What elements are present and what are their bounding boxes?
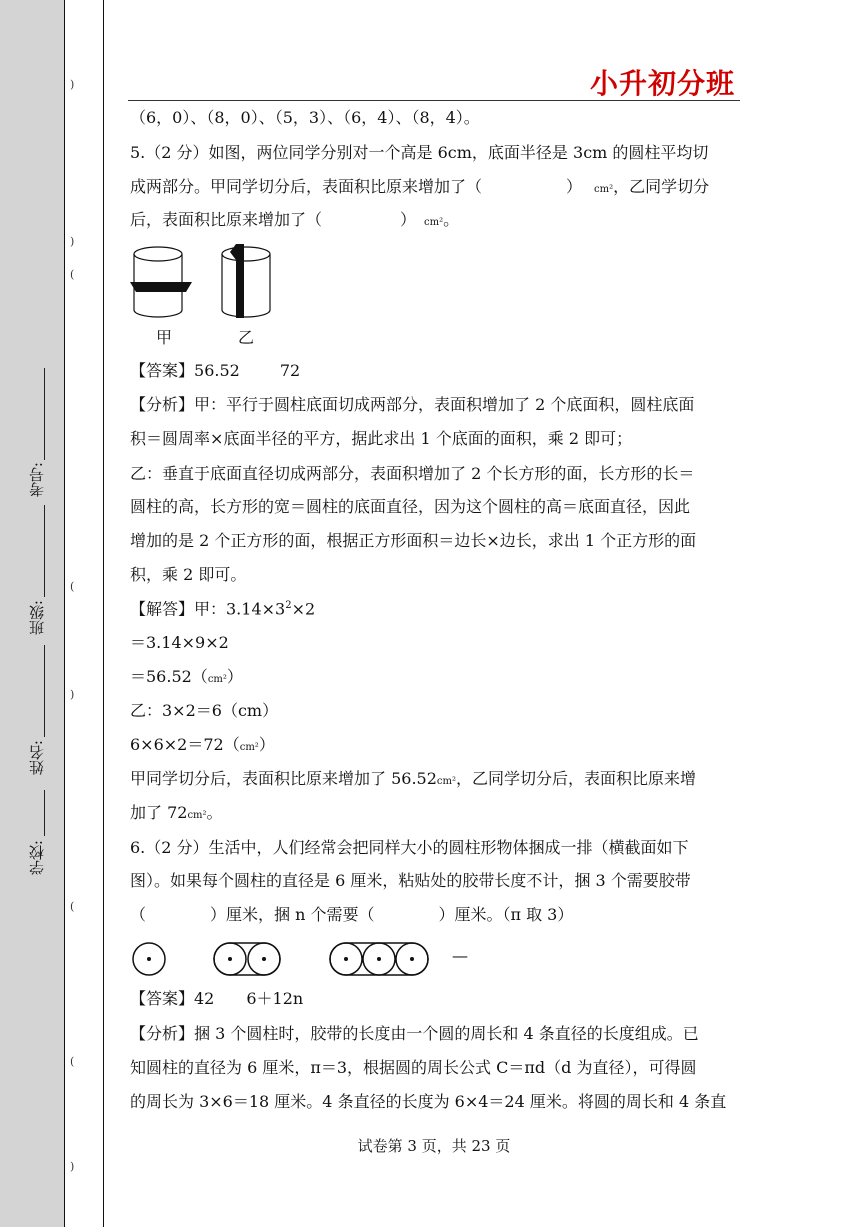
unit-cm2: cm² xyxy=(187,810,207,821)
binding-line-left xyxy=(64,0,65,1227)
answer-5 xyxy=(130,363,300,379)
answer-label: 【答案】 xyxy=(130,361,195,380)
text-fragment: ，乙同学切分 xyxy=(613,177,710,196)
binding-mark: ( xyxy=(70,1055,75,1068)
school-underline xyxy=(44,790,45,836)
unit-cm2: cm² xyxy=(207,674,227,685)
cylinder-figure xyxy=(128,240,278,350)
binding-mark: ( xyxy=(70,580,75,593)
side-label-exam-no: 考号: xyxy=(28,462,46,498)
binding-mark: ) xyxy=(70,1160,75,1173)
binding-mark: ( xyxy=(70,268,75,281)
binding-mark: ) xyxy=(70,235,75,248)
text-fragment: ） xyxy=(566,177,583,196)
class-underline xyxy=(44,505,45,597)
exam-no-underline xyxy=(44,368,45,460)
name-underline xyxy=(44,645,45,737)
cut-plane-vertical xyxy=(236,244,244,318)
answer-value: 72 xyxy=(279,361,301,380)
text-fragment: 。 xyxy=(443,210,460,229)
solution-5-line: 乙：3×2＝6（cm） xyxy=(130,701,279,720)
side-label-name: 姓名: xyxy=(28,740,46,776)
question-5-line: 5.（2 分）如图，两位同学分别对一个高是 6cm，底面半径是 3cm 的圆柱平均切 xyxy=(130,143,709,162)
solution-5-line xyxy=(130,771,696,787)
text-fragment: 甲同学切分后，表面积比原来增加了 56.52 xyxy=(130,769,437,788)
cut-plane-horizontal xyxy=(130,282,192,292)
binding-mark: ) xyxy=(70,688,75,701)
analysis-5-line: 积，乘 2 即可。 xyxy=(130,565,247,584)
question-5-line xyxy=(130,179,709,195)
circles-figure xyxy=(128,938,488,982)
question-5-line xyxy=(130,212,459,228)
analysis-5-line: 圆柱的高，长方形的宽＝圆柱的底面直径，因为这个圆柱的高＝底面直径，因此 xyxy=(130,497,691,516)
solution-5-line xyxy=(130,669,243,685)
text-fragment: ，乙同学切分后，表面积比原来增 xyxy=(456,769,697,788)
unit-cm2: cm² xyxy=(424,217,444,228)
binding-mark: ) xyxy=(70,78,75,91)
solution-5-line xyxy=(130,601,315,617)
brand-title: 小升初分班 xyxy=(590,67,736,100)
page-footer: 试卷第 3 页，共 23 页 xyxy=(357,1137,511,1155)
solution-5-line xyxy=(130,737,275,753)
text-fragment: 加了 72 xyxy=(130,803,188,822)
side-label-class: 班级: xyxy=(28,600,46,636)
answer-6: 【答案】42 6＋12n xyxy=(130,989,304,1008)
superscript: 2 xyxy=(285,600,292,611)
binding-mark: ( xyxy=(70,900,75,913)
unit-cm2: cm² xyxy=(594,184,614,195)
solution-5-line: ＝3.14×9×2 xyxy=(130,633,229,652)
question-6-line: （ ）厘米，捆 n 个需要（ ）厘米。（π 取 3） xyxy=(130,905,574,924)
binding-line-right xyxy=(103,0,104,1227)
header-rule xyxy=(128,100,740,101)
analysis-5-line: 积＝圆周率×底面半径的平方，据此求出 1 个底面的面积，乘 2 即可； xyxy=(130,429,633,448)
band-two xyxy=(214,943,280,975)
answer-value: 56.52 xyxy=(194,361,240,380)
figure-label-yi: 乙 xyxy=(238,328,255,347)
text-fragment: ×2 xyxy=(291,599,316,619)
figure-label-jia: 甲 xyxy=(156,328,173,347)
text-fragment: ） xyxy=(258,735,275,754)
analysis-6-line: 【分析】捆 3 个圆柱时，胶带的长度由一个圆的周长和 4 条直径的长度组成。已 xyxy=(130,1024,699,1043)
solution-5-line xyxy=(130,805,223,821)
analysis-6-line: 知圆柱的直径为 6 厘米，π＝3，根据圆的周长公式 C＝πd（d 为直径），可得圆 xyxy=(130,1058,697,1077)
text-fragment: 后，表面积比原来增加了（ xyxy=(130,210,323,229)
text-fragment: 6×6×2＝72（ xyxy=(130,735,240,754)
text-fragment: ） xyxy=(226,667,243,686)
figure-dash: — xyxy=(452,946,468,965)
text-fragment: ） xyxy=(400,210,417,229)
cylinder-yi xyxy=(222,247,270,317)
side-label-school: 学校: xyxy=(28,840,46,876)
analysis-5-line: 【分析】甲：平行于圆柱底面切成两部分，表面积增加了 2 个底面积，圆柱底面 xyxy=(130,395,695,414)
text-line: （6，0）、（8，0）、（5，3）、（6，4）、（8，4）。 xyxy=(130,108,480,127)
text-fragment: 【解答】甲：3.14×3 xyxy=(130,599,286,619)
question-6-line: 6.（2 分）生活中，人们经常会把同样大小的圆柱形物体捆成一排（横截面如下 xyxy=(130,838,689,857)
unit-cm2: cm² xyxy=(436,776,456,787)
text-fragment: ＝56.52（ xyxy=(130,667,208,686)
question-6-line: 图）。如果每个圆柱的直径是 6 厘米，粘贴处的胶带长度不计，捆 3 个需要胶带 xyxy=(130,871,691,890)
analysis-6-line: 的周长为 3×6＝18 厘米。4 条直径的长度为 6×4＝24 厘米。将圆的周长和 4 条直 xyxy=(130,1092,727,1111)
analysis-5-line: 乙：垂直于底面直径切成两部分，表面积增加了 2 个长方形的面，长方形的长＝ xyxy=(130,464,695,483)
analysis-5-line: 增加的是 2 个正方形的面，根据正方形面积＝边长×边长，求出 1 个正方形的面 xyxy=(130,531,697,550)
text-fragment: 成两部分。甲同学切分后，表面积比原来增加了（ xyxy=(130,177,483,196)
unit-cm2: cm² xyxy=(239,742,259,753)
text-fragment: 。 xyxy=(206,803,223,822)
